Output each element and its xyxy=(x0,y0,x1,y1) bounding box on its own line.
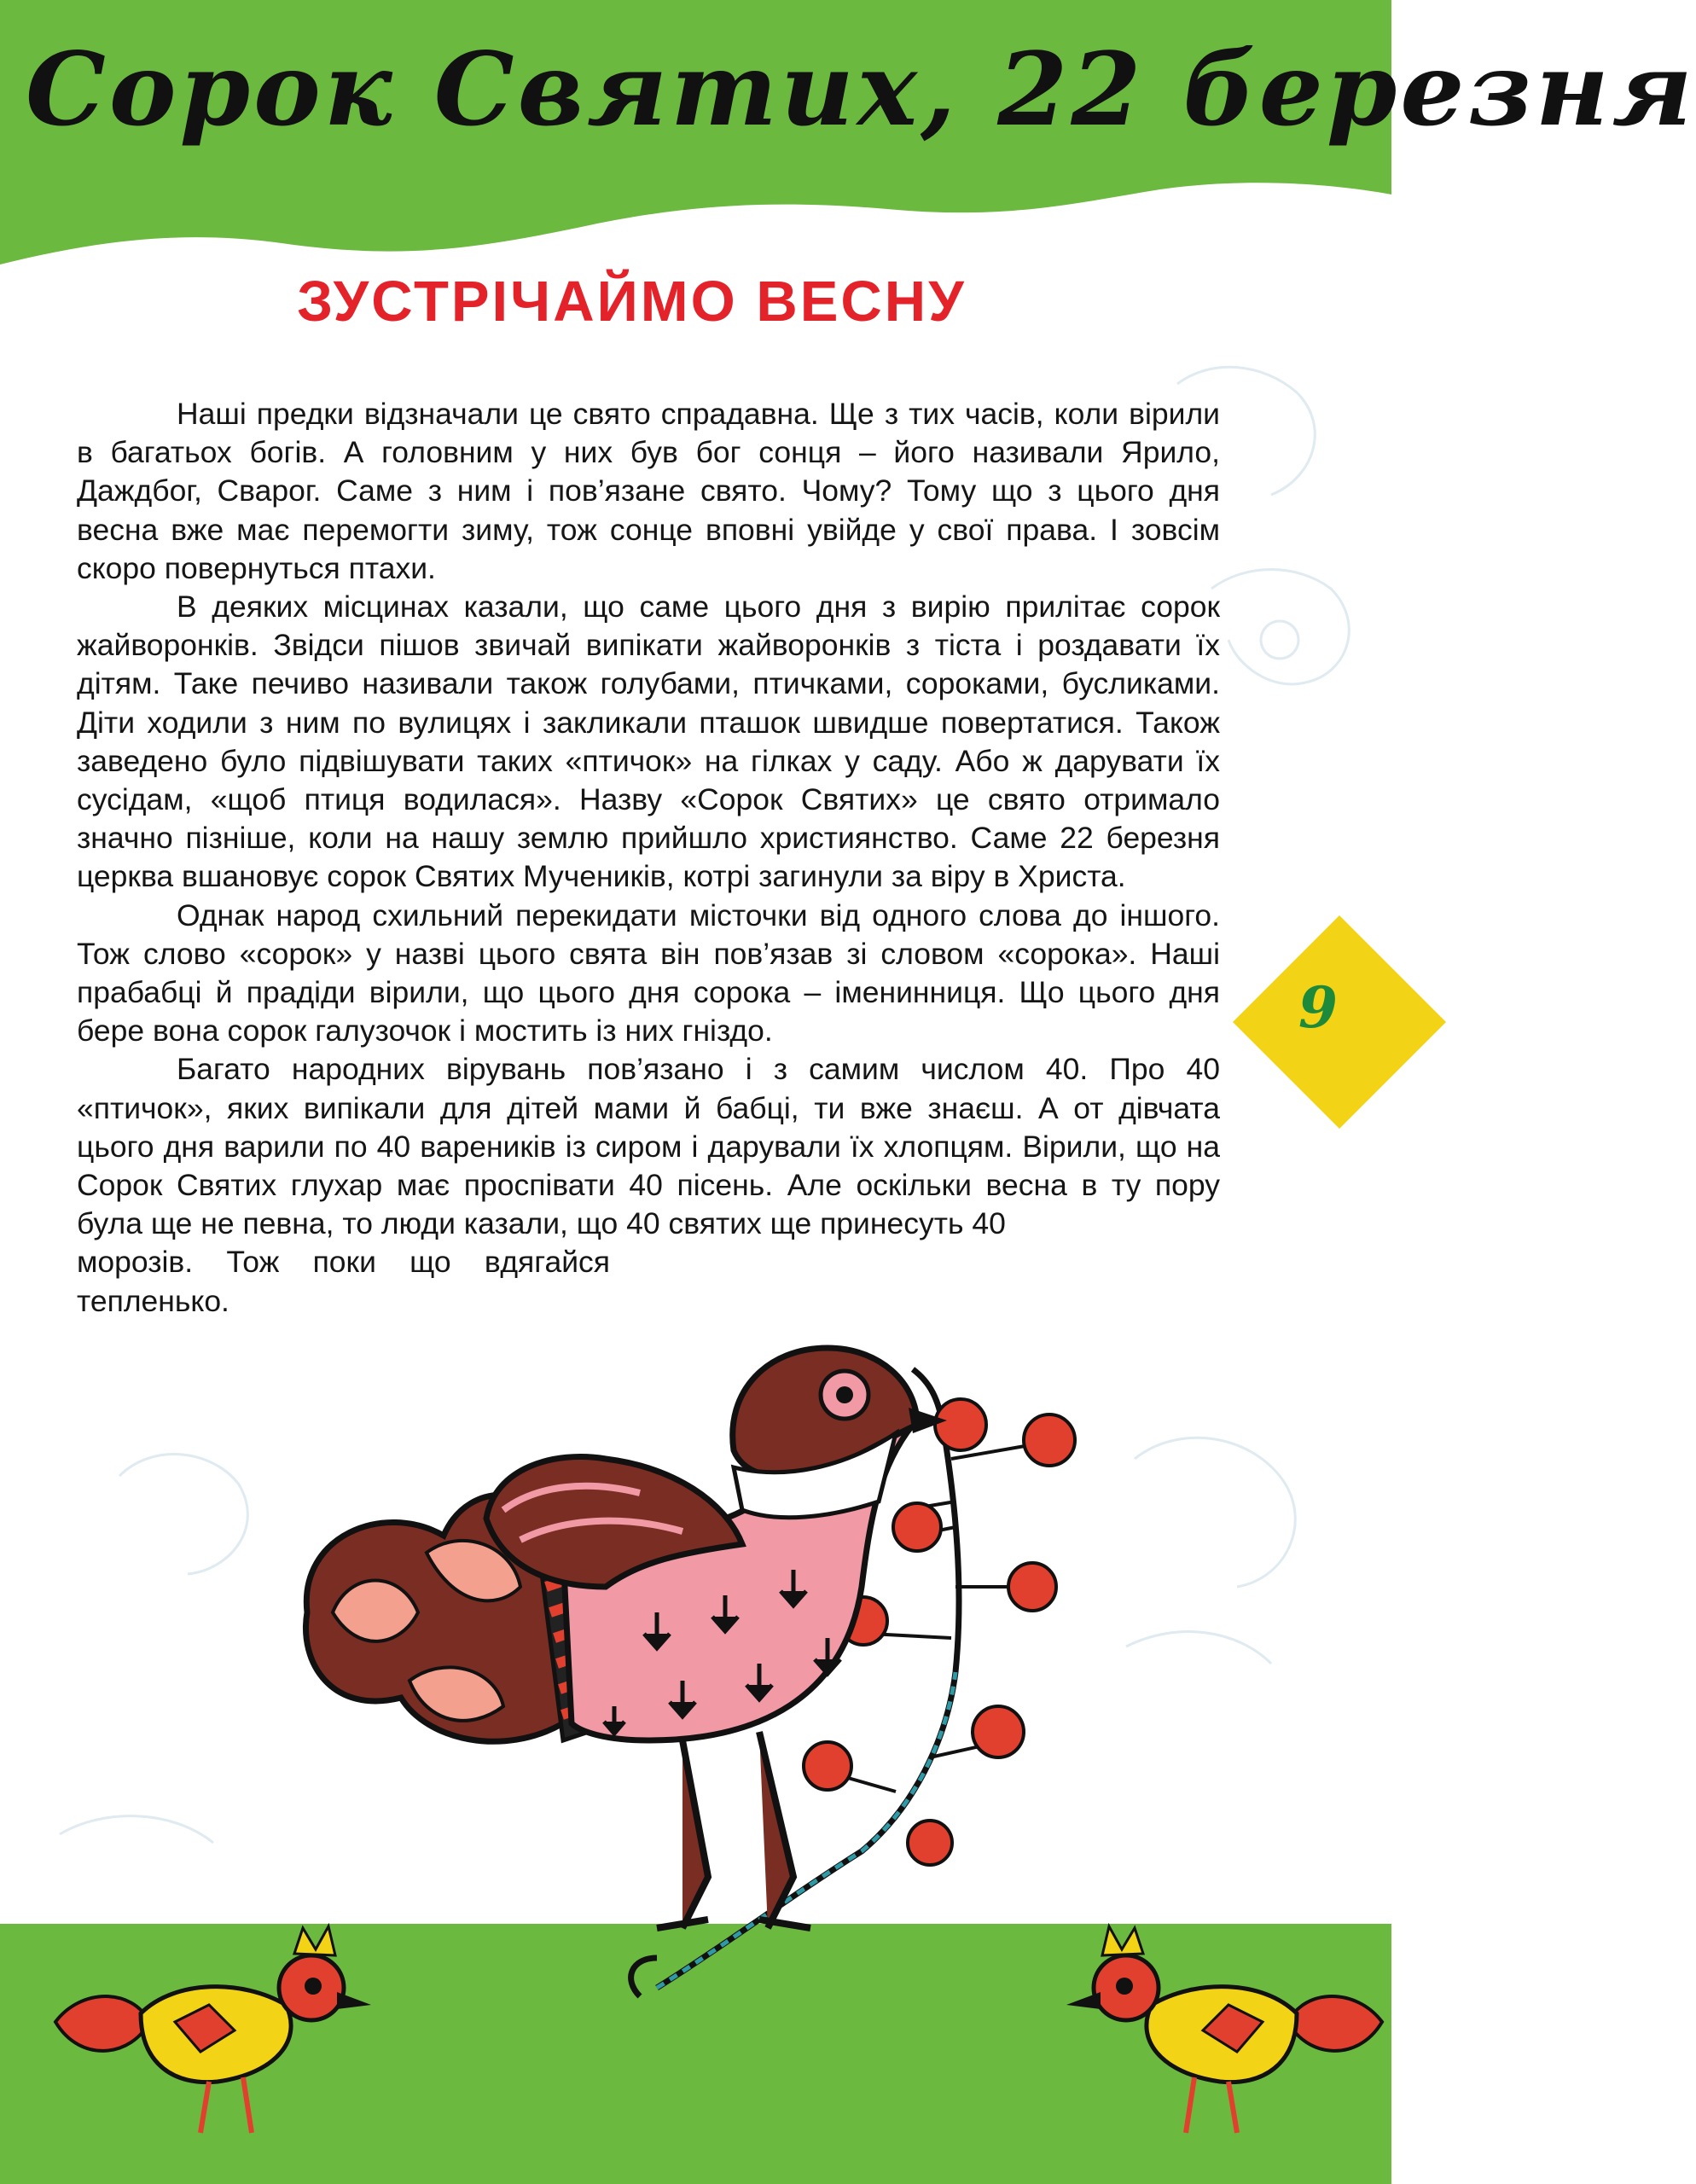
paragraph-3: Однак народ схильний перекидати місточки від одного слова до іншого. Тож слово «сорок» у назві цього свята він пов’язав зі словом «сорока». Наші прабабці й прадіди вірили, що цього дня сорока – іменинниця. Що цього дня бере вона сорок галузочок і мостить із них гніздо. xyxy=(77,897,1220,1048)
paragraph-4-end: морозів. Тож поки що вдягайся тепленько. xyxy=(77,1245,610,1318)
paragraph-4: Багато народних вірувань пов’язано і з самим числом 40. Про 40 «птичок», яких випікали для дітей мами й бабці, ти вже знаєш. А от дівчата цього дня варили по 40 вареників із сиром і дарували їх хлопцям. Вірили, що на Сорок Святих глухар має проспівати 40 пісень. Але оскільки весна в ту пору була ще не певна, то люди казали, що 40 святих ще принесуть 40 xyxy=(77,1052,1220,1241)
paragraph-2: В деяких місцинах казали, що саме цього дня з вирію прилітає сорок жайворонків. Звідси пішов звичай випікати жайворонків з тіста і роздавати їх дітям. Таке печиво називали також голубами, птичками, сороками, бусликами. Діти ходили з ним по вулицях і закликали пташок швидше повертатися. Також заведено було підвішувати таких «птичок» на гілках у саду. Або ж дарувати їх сусідам, «щоб птиця водилася». Назву «Сорок Святих» це свято отримало значно пізніше, коли на нашу землю прийшло християнство. Саме 22 березня церква вшановує сорок Святих Мучеників, котрі загинули за віру в Христа. xyxy=(77,590,1220,894)
paragraph-1: Наші предки відзначали це свято спрадавна. Ще з тих часів, коли вірили в багатьох богів. А головним у них був бог сонця – його називали Ярило, Даждбог, Сварог. Саме з ним і пов’язане свято. Чому? Тому що з цього дня весна вже має перемогти зиму, тож сонце вповні увійде у свої права. І зовсім скоро повернуться птахи. xyxy=(77,397,1220,585)
small-folk-bird-left xyxy=(47,1894,414,2167)
article-title: ЗУСТРІЧАЙМО ВЕСНУ xyxy=(297,270,967,334)
page-number: 9 xyxy=(1298,974,1338,1041)
article-body xyxy=(77,395,1220,1321)
page-header-title: Сорок Святих, 22 березня xyxy=(26,30,1696,148)
small-folk-bird-right xyxy=(1024,1894,1391,2167)
